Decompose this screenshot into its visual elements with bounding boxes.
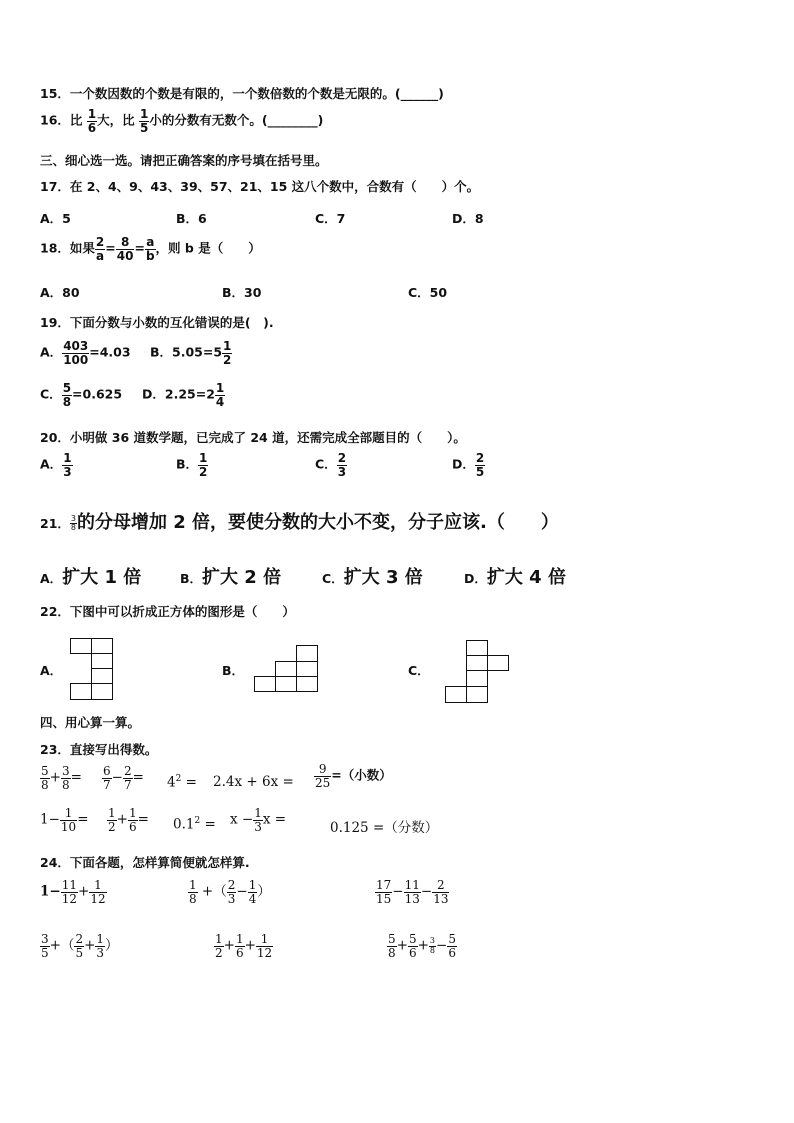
denominator: 8 [62, 394, 72, 409]
denominator: 8 [429, 945, 435, 955]
fraction [235, 933, 245, 959]
denominator: 40 [116, 248, 134, 263]
question-22 [40, 602, 295, 620]
fraction [145, 236, 156, 262]
numerator: 5 [448, 932, 456, 946]
option-text: 5.05=5 [172, 344, 223, 360]
net-square [91, 638, 113, 654]
numerator: 1 [199, 451, 208, 465]
net-square [466, 686, 488, 703]
calc-item: $\frac{5}{8}$ + $\frac{5}{6}$ + $\frac{3}{8}$ − $\frac{5}{6}$ [388, 932, 456, 960]
denominator: 10 [60, 819, 77, 834]
option-d[interactable]: D．8 [452, 211, 484, 226]
text-part: 1− [40, 883, 61, 900]
fraction [107, 807, 117, 833]
question-number: 23． [40, 742, 70, 757]
calc-item: $\frac{5}{8}$ + $\frac{3}{8}$ = [41, 764, 82, 792]
text-part: ，则 b 是（ ） [155, 240, 261, 256]
numerator: 3 [429, 936, 435, 946]
exponent: 2 [175, 774, 182, 784]
denominator: 2 [215, 945, 223, 960]
denominator: 8 [388, 945, 396, 960]
numerator: 1 [223, 339, 232, 353]
fraction [408, 933, 418, 959]
option-label: A． [40, 571, 63, 586]
option-label: D． [464, 571, 487, 586]
question-text: 在 2、4、9、43、39、57、21、15 这八个数中，合数有（ ）个。 [69, 179, 480, 194]
question-text: 直接写出得数。 [69, 742, 158, 757]
option-text: =0.625 [72, 386, 123, 402]
option-b[interactable] [176, 452, 208, 478]
question-19 [40, 313, 274, 331]
numerator: 5 [388, 932, 396, 946]
fraction [95, 933, 105, 959]
option-a[interactable]: A． [40, 663, 63, 678]
numerator: 1 [215, 932, 223, 946]
question-24 [40, 853, 250, 871]
numerator: 9 [314, 763, 331, 777]
question-text: 下图中可以折成正方体的图形是（ ） [69, 604, 295, 619]
question-number: 18． [40, 240, 70, 256]
text-part: 如果 [69, 240, 95, 256]
question-15 [40, 84, 444, 102]
fraction [95, 236, 105, 262]
denominator: 3 [337, 464, 347, 479]
fraction [40, 933, 50, 959]
base: 4 [167, 774, 176, 791]
question-17 [40, 177, 479, 195]
question-20 [40, 428, 466, 446]
calc-item: $\frac{17}{15}$ − $\frac{11}{13}$ − $\frac{2}{13}$ [376, 878, 449, 906]
option-d[interactable] [464, 563, 566, 589]
fraction [248, 879, 258, 905]
denominator: 6 [235, 945, 244, 960]
question-number: 24． [40, 855, 70, 870]
section-heading-3: 三、细心选一选。请把正确答案的序号填在括号里。 [40, 153, 328, 168]
fraction [61, 879, 78, 905]
numerator: 3 [61, 764, 70, 778]
exponent: 2 [194, 816, 201, 826]
fraction [70, 515, 77, 533]
calc-item: $\frac{3}{5}$ +（ $\frac{2}{5}$ + $\frac{1}{3}$ ） [41, 932, 119, 960]
net-square [70, 683, 92, 700]
fraction [89, 879, 106, 905]
fraction [60, 807, 77, 833]
numerator: 2 [432, 879, 449, 893]
denominator: 13 [433, 891, 449, 906]
fraction [62, 382, 72, 408]
fraction [215, 382, 225, 408]
net-square [91, 653, 113, 669]
option-a[interactable] [40, 452, 73, 478]
question-18: 18．如果 $\frac{2}{a}$ = $\frac{8}{40}$ = $\frac{a}{b}$ ，则 b 是（ ） [40, 235, 261, 263]
numerator: 17 [376, 878, 392, 892]
net-square [91, 683, 113, 700]
option-a[interactable] [40, 340, 131, 366]
question-text: 小明做 36 道数学题，已完成了 24 道，还需完成全部题目的（ ）。 [69, 430, 466, 445]
fraction [123, 765, 133, 791]
fraction [116, 236, 135, 262]
fraction [404, 879, 421, 905]
text-part: 大，比 [97, 112, 135, 128]
denominator: 8 [70, 523, 76, 532]
calc-item [230, 807, 286, 833]
text-part: 1− [40, 811, 60, 828]
denominator: 8 [61, 777, 70, 792]
numerator: 2 [227, 878, 236, 892]
numerator: 1 [96, 932, 105, 946]
denominator: 6 [128, 819, 137, 834]
denominator: 6 [408, 945, 417, 960]
denominator: 6 [87, 120, 97, 135]
denominator: 8 [41, 777, 49, 792]
numerator: 403 [63, 339, 89, 353]
question-number: 20． [40, 430, 70, 445]
denominator: 5 [75, 945, 84, 960]
net-square [296, 676, 318, 692]
numerator: 1 [128, 806, 137, 820]
numerator: 5 [408, 932, 417, 946]
fraction [432, 879, 449, 905]
numerator: 2 [337, 451, 347, 465]
denominator: 13 [404, 891, 420, 906]
net-square [275, 676, 297, 692]
denominator: 25 [315, 775, 331, 790]
numerator: 1 [140, 107, 149, 121]
fraction [475, 452, 485, 478]
fraction [222, 340, 232, 366]
net-square [254, 676, 276, 692]
question-text: 下面分数与小数的互化错误的是( ). [69, 315, 274, 330]
numerator: 1 [87, 107, 97, 121]
fraction [387, 933, 397, 959]
denominator: 4 [215, 394, 225, 409]
denominator: 2 [108, 819, 116, 834]
question-number: 16． [40, 112, 70, 128]
calc-item: 0.125 =（分数） [330, 820, 439, 836]
fraction [256, 933, 273, 959]
net-square [487, 655, 509, 671]
fraction [62, 340, 89, 366]
option-c[interactable] [40, 382, 122, 408]
denominator: 2 [199, 464, 208, 479]
option-d[interactable] [142, 382, 225, 408]
denominator: b [145, 248, 155, 263]
numerator: 6 [103, 764, 111, 778]
option-a[interactable]: A．5 [40, 211, 71, 226]
calc-item: $\frac{6}{7}$ − $\frac{2}{7}$ = [103, 764, 144, 792]
option-b[interactable] [180, 563, 281, 589]
option-text: 扩大 3 倍 [343, 567, 423, 588]
numerator: 1 [60, 807, 77, 821]
denominator: 3 [227, 891, 236, 906]
option-label: C． [322, 571, 344, 586]
calc-item: $4^2$ = [167, 774, 197, 791]
numerator: 2 [475, 451, 485, 465]
text-part: 小的分数有无数个。(________) [149, 112, 324, 128]
question-23 [40, 740, 157, 758]
fraction [40, 765, 50, 791]
option-a[interactable]: A．80 [40, 285, 80, 300]
calc-item: 2.4x + 6x = [213, 774, 294, 790]
fraction [227, 879, 237, 905]
question-text: 下面各题，怎样算简便就怎样算. [69, 855, 250, 870]
numerator: 3 [70, 513, 76, 523]
option-label: A． [40, 456, 63, 472]
numerator: 1 [108, 806, 116, 820]
fraction [102, 765, 112, 791]
net-square [70, 638, 92, 654]
question-number: 21． [40, 516, 70, 531]
fraction [61, 765, 71, 791]
option-label: B． [180, 571, 203, 586]
fraction [253, 807, 263, 833]
denominator: 3 [96, 945, 105, 960]
question-number: 22． [40, 604, 70, 619]
option-c[interactable]: C．7 [315, 211, 346, 226]
question-21 [40, 508, 559, 534]
calc-item: 1− $\frac{1}{10}$ = [40, 806, 89, 834]
option-c[interactable] [315, 452, 347, 478]
numerator: a [146, 235, 155, 249]
numerator: 1 [235, 932, 244, 946]
denominator: 12 [90, 891, 106, 906]
calc-item: $\frac{1}{8}$ +（ $\frac{2}{3}$ − $\frac{1}{4}$ ） [189, 878, 271, 906]
question-16 [40, 108, 323, 134]
denominator: 5 [41, 945, 49, 960]
calc-item: 1− $\frac{11}{12}$ + $\frac{1}{12}$ [40, 878, 106, 906]
section-heading-4: 四、用心算一算。 [40, 715, 141, 730]
calc-item: $\frac{1}{2}$ + $\frac{1}{6}$ + $\frac{1}{12}$ [215, 932, 273, 960]
option-c[interactable] [322, 563, 423, 589]
option-c[interactable]: C． [408, 663, 430, 678]
option-b[interactable] [150, 340, 232, 366]
text-part: x = [262, 811, 287, 828]
option-c[interactable]: C．50 [408, 285, 448, 300]
numerator: 8 [116, 236, 135, 250]
fraction [188, 879, 198, 905]
text-part: 比 [69, 112, 83, 128]
denominator: 7 [103, 777, 111, 792]
option-label: C． [315, 456, 337, 472]
option-label: D． [452, 456, 475, 472]
fraction [429, 937, 436, 955]
option-text: 扩大 1 倍 [62, 567, 142, 588]
net-square [466, 655, 488, 671]
fraction [447, 933, 457, 959]
fraction [314, 763, 331, 789]
option-text: 2.25=2 [164, 386, 215, 402]
net-square [445, 686, 467, 703]
option-label: B． [150, 344, 173, 360]
option-text: =4.03 [89, 344, 131, 360]
question-text: 一个数因数的个数是有限的，一个数倍数的个数是无限的。(______) [69, 86, 444, 101]
fraction [337, 452, 347, 478]
question-number: 15． [40, 86, 70, 101]
denominator: 12 [256, 945, 273, 960]
numerator: 1 [63, 451, 72, 465]
text-part: x − [230, 811, 254, 828]
calc-item: $0.1^2$ = [173, 816, 216, 833]
base: 0.1 [173, 816, 195, 833]
fraction [198, 452, 208, 478]
denominator: 100 [63, 352, 89, 367]
numerator: 1 [248, 878, 257, 892]
denominator: 8 [189, 891, 197, 906]
fraction [62, 452, 72, 478]
denominator: a [96, 248, 105, 263]
numerator: 2 [95, 235, 105, 249]
fraction [74, 933, 84, 959]
denominator: 3 [254, 819, 262, 834]
fraction [214, 933, 224, 959]
net-square [466, 640, 488, 656]
numerator: 3 [41, 932, 49, 946]
denominator: 7 [123, 777, 132, 792]
calc-item [314, 763, 392, 789]
denominator: 12 [61, 891, 77, 906]
fraction [128, 807, 138, 833]
fraction [139, 108, 149, 134]
numerator: 5 [62, 381, 72, 395]
note: =（小数） [331, 767, 392, 783]
denominator: 5 [475, 464, 485, 479]
numerator: 11 [61, 878, 77, 892]
net-square [91, 668, 113, 684]
option-text: 扩大 2 倍 [202, 567, 282, 588]
option-label: D． [142, 386, 165, 402]
option-b[interactable]: B．30 [222, 285, 262, 300]
numerator: 1 [189, 878, 197, 892]
fraction [375, 879, 392, 905]
numerator: 1 [256, 933, 273, 947]
calc-item: $\frac{1}{2}$ + $\frac{1}{6}$ = [108, 806, 149, 834]
numerator: 1 [215, 381, 225, 395]
question-number: 19． [40, 315, 70, 330]
option-b[interactable]: B．6 [176, 211, 207, 226]
option-b[interactable]: B． [222, 663, 245, 678]
option-a[interactable] [40, 563, 141, 589]
denominator: 5 [140, 120, 149, 135]
option-d[interactable] [452, 452, 485, 478]
question-number: 17． [40, 179, 70, 194]
denominator: 15 [376, 891, 392, 906]
option-label: C． [40, 386, 62, 402]
denominator: 3 [63, 464, 72, 479]
fraction [87, 108, 97, 134]
question-text: 的分母增加 2 倍，要使分数的大小不变，分子应该.（ ） [77, 512, 559, 533]
numerator: 5 [41, 764, 49, 778]
numerator: 2 [123, 764, 132, 778]
option-label: A． [40, 344, 63, 360]
denominator: 6 [448, 945, 456, 960]
option-label: B． [176, 456, 199, 472]
option-text: 扩大 4 倍 [486, 567, 566, 588]
numerator: 1 [89, 879, 106, 893]
denominator: 2 [223, 352, 232, 367]
denominator: 4 [248, 891, 257, 906]
numerator: 1 [254, 806, 262, 820]
numerator: 11 [404, 878, 420, 892]
net-square [466, 670, 488, 687]
net-square [296, 645, 318, 662]
numerator: 2 [75, 932, 84, 946]
